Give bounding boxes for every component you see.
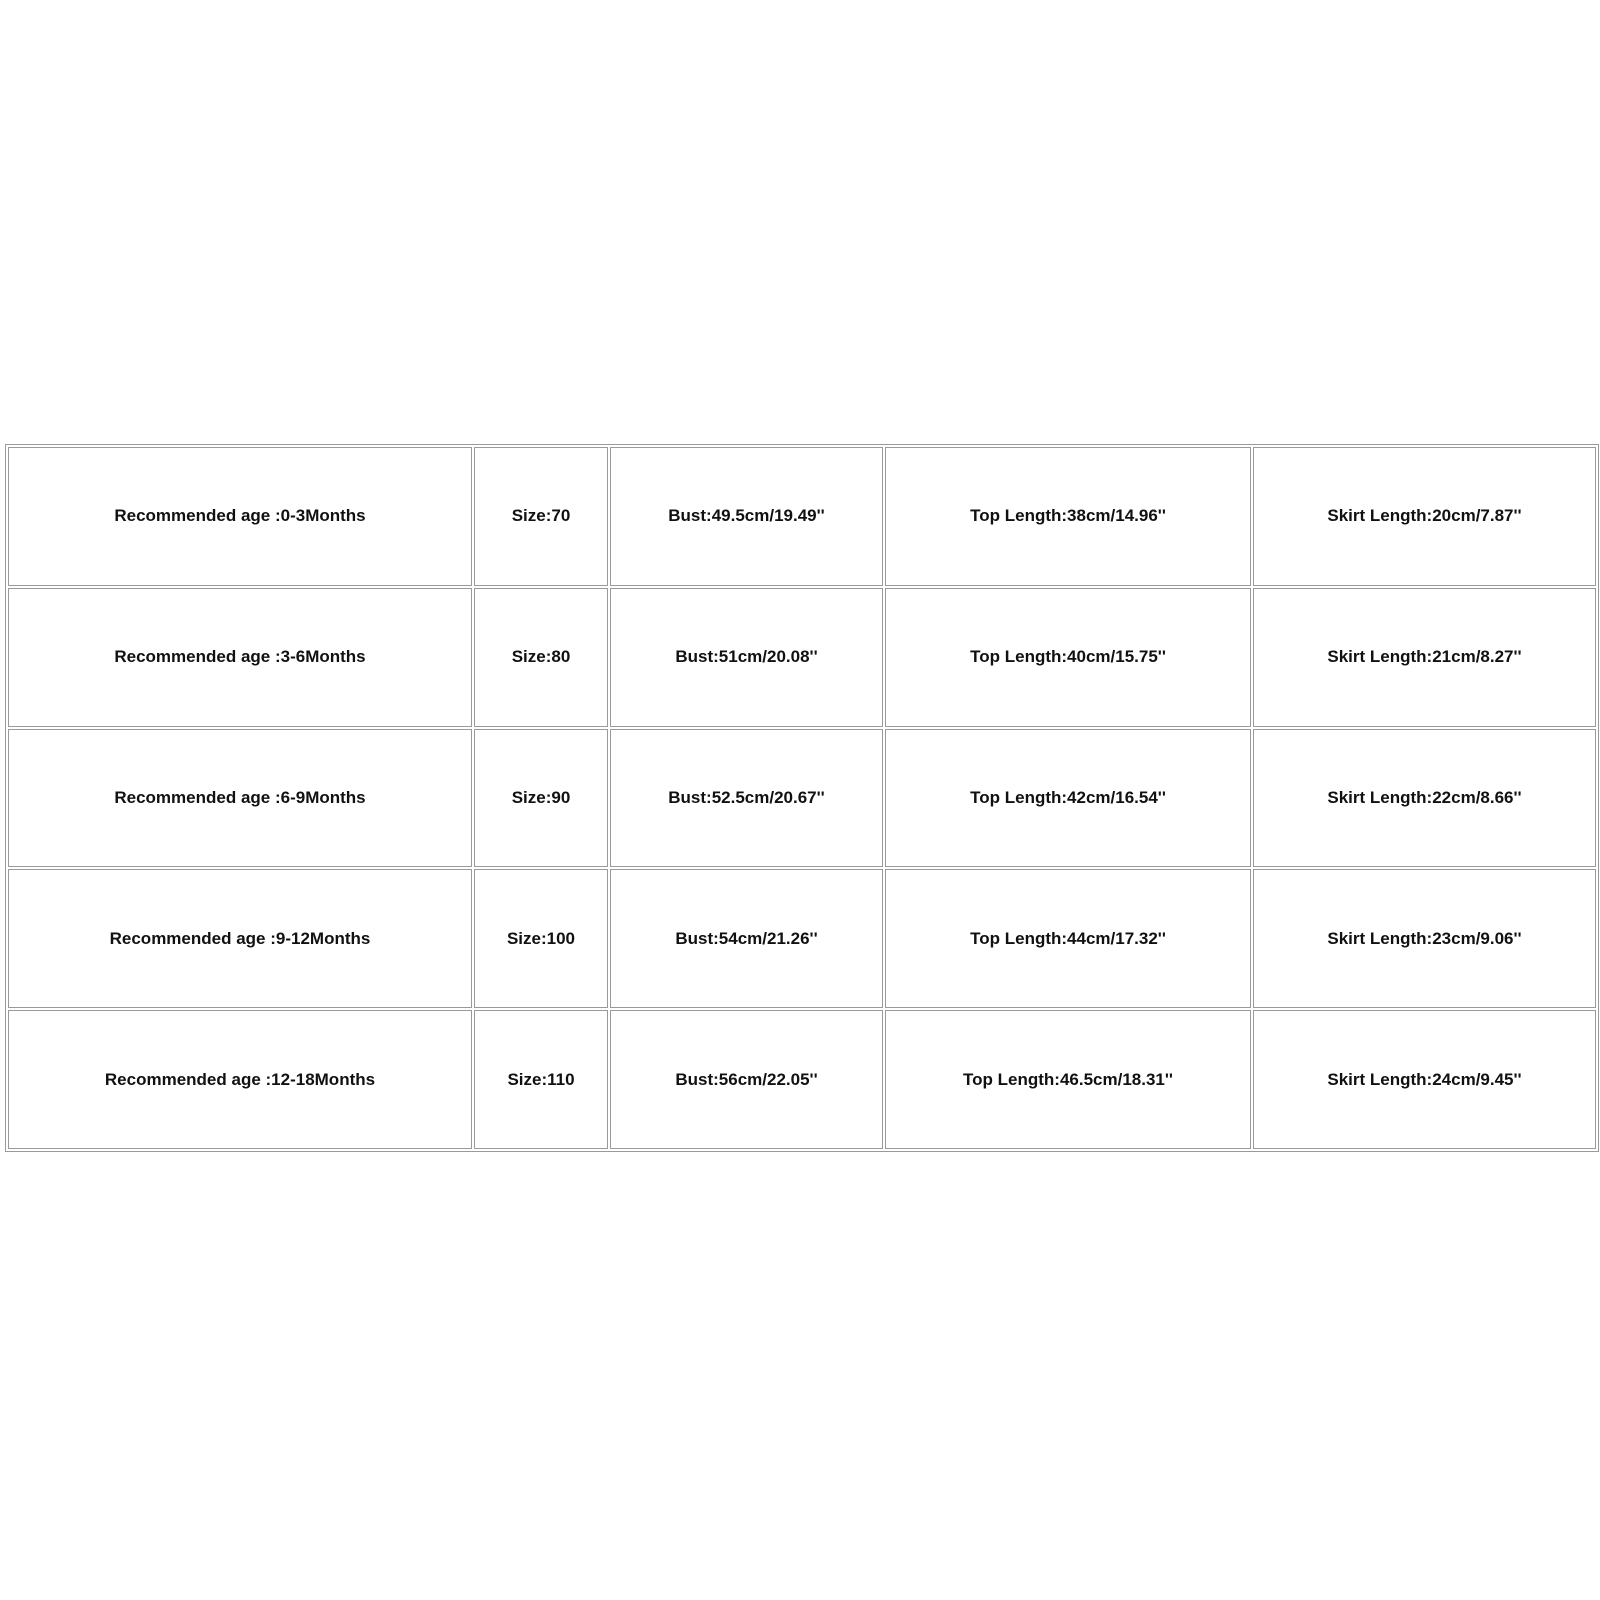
table-row — [8, 588, 1596, 727]
size-cell: Size:90 — [474, 729, 608, 868]
bust-cell: Bust:49.5cm/19.49'' — [610, 447, 883, 586]
bust-cell: Bust:51cm/20.08'' — [610, 588, 883, 727]
size-cell: Size:80 — [474, 588, 608, 727]
recommended-age-cell: Recommended age :12-18Months — [8, 1010, 472, 1149]
table-row — [8, 869, 1596, 1008]
size-cell: Size:110 — [474, 1010, 608, 1149]
skirt-length-cell: Skirt Length:21cm/8.27'' — [1253, 588, 1596, 727]
recommended-age-cell: Recommended age :9-12Months — [8, 869, 472, 1008]
size-cell: Size:100 — [474, 869, 608, 1008]
bust-cell: Bust:56cm/22.05'' — [610, 1010, 883, 1149]
size-chart-body — [8, 447, 1596, 1149]
recommended-age-cell: Recommended age :3-6Months — [8, 588, 472, 727]
top-length-cell: Top Length:46.5cm/18.31'' — [885, 1010, 1251, 1149]
skirt-length-cell: Skirt Length:23cm/9.06'' — [1253, 869, 1596, 1008]
skirt-length-cell: Skirt Length:22cm/8.66'' — [1253, 729, 1596, 868]
size-chart-table — [5, 444, 1599, 1152]
top-length-cell: Top Length:42cm/16.54'' — [885, 729, 1251, 868]
bust-cell: Bust:52.5cm/20.67'' — [610, 729, 883, 868]
top-length-cell: Top Length:40cm/15.75'' — [885, 588, 1251, 727]
table-row — [8, 729, 1596, 868]
table-row — [8, 447, 1596, 586]
skirt-length-cell: Skirt Length:24cm/9.45'' — [1253, 1010, 1596, 1149]
recommended-age-cell: Recommended age :0-3Months — [8, 447, 472, 586]
table-row — [8, 1010, 1596, 1149]
top-length-cell: Top Length:44cm/17.32'' — [885, 869, 1251, 1008]
size-cell: Size:70 — [474, 447, 608, 586]
bust-cell: Bust:54cm/21.26'' — [610, 869, 883, 1008]
top-length-cell: Top Length:38cm/14.96'' — [885, 447, 1251, 586]
skirt-length-cell: Skirt Length:20cm/7.87'' — [1253, 447, 1596, 586]
recommended-age-cell: Recommended age :6-9Months — [8, 729, 472, 868]
